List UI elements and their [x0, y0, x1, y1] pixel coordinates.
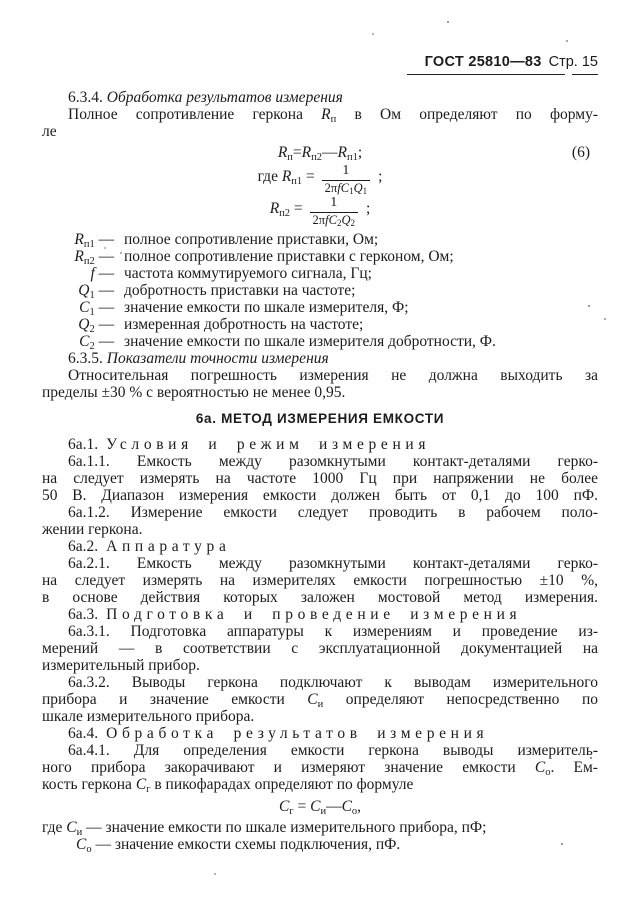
formula-rp1	[42, 164, 598, 195]
formula-rp2	[42, 196, 598, 227]
definition-term: $R_{п2}$ —	[74, 247, 118, 267]
para-6a-2-1-line3: в основе действия которых заложен мостовой метод измерения.	[42, 588, 598, 606]
definition-desc: значение емкости по шкале измерителя добротности, Ф.	[124, 332, 496, 350]
section-6a-title: 6а. МЕТОД ИЗМЕРЕНИЯ ЕМКОСТИ	[195, 410, 445, 426]
definition-desc: значение емкости по шкале измерителя, Ф;	[124, 298, 409, 316]
fraction	[310, 196, 358, 227]
standard-number: ГОСТ 25810—83	[424, 54, 542, 70]
para-6a-1-1-line2: на следует измерять на частоте 1000 Гц при напряжении не более	[42, 469, 598, 487]
para-6a-1-1-line1: 6а.1.1. Емкость между разомкнутыми контакт-деталями герко-	[68, 452, 598, 470]
definition-desc: полное сопротивление приставки с герконом, Ом;	[124, 247, 454, 265]
formula-6-body: $R_п=R_{п2}—R_{п1}$;	[277, 144, 363, 163]
para-6a-4-1-line2: ного прибора закорачивают и измеряют значение емкости $C_о$. Ем-	[42, 758, 598, 778]
page-header	[42, 54, 598, 75]
definition-term: $Q_2$ —	[78, 315, 118, 335]
definition-row	[42, 316, 598, 333]
header-rule	[407, 74, 598, 75]
heading-6a-3	[42, 606, 598, 623]
definition-list	[42, 231, 598, 350]
heading-6a-1	[42, 436, 598, 453]
formula-rp2-tail: ;	[365, 199, 371, 217]
formula-rp1-tail: ;	[378, 167, 383, 185]
para-6a-4-1-line3: кость геркона $C_г$ в пикофарадах определяют по формуле	[42, 775, 414, 795]
formula-rp1-lhs: где $R_{п1}$ =	[257, 167, 319, 187]
formula-rp2-lhs: $R_{п2}$ =	[269, 199, 307, 219]
header-rule-short	[572, 74, 598, 75]
definition-row	[42, 231, 598, 248]
para-6a-1-2-line2: жении геркона.	[42, 520, 143, 538]
scan-noise	[0, 0, 2, 2]
formula-capacitance: $C_г$ = $C_и—C_о$,	[278, 797, 362, 817]
definition-term: f —	[90, 264, 118, 282]
header-rule-long	[407, 74, 565, 75]
heading-text: Условия и режим измерения	[106, 435, 431, 453]
heading-number: 6а.2.	[68, 537, 99, 555]
para-6a-3-2-line3: шкале измерительного прибора.	[42, 707, 255, 725]
fraction	[322, 164, 370, 195]
definition-desc: частота коммутируемого сигнала, Гц;	[124, 264, 372, 282]
para-6a-4-1-line1: 6а.4.1. Для определения емкости геркона выводы измеритель-	[68, 741, 598, 759]
where-c-line1: где $C_и$ — значение емкости по шкале измерительного прибора, пФ;	[42, 818, 487, 838]
heading-number: 6а.3.	[68, 605, 99, 623]
equation-number: (6)	[571, 144, 590, 161]
formula-6	[42, 144, 598, 161]
para-6a-2-1-line2: на следует измерять на измерителях емкости погрешностью ±10 %,	[42, 571, 598, 589]
heading-text: Подготовка и проведение измерения	[106, 605, 522, 623]
definition-row	[42, 333, 598, 350]
definition-term: $C_1$ —	[79, 298, 118, 318]
para-6-3-5-line1: Относительная погрешность измерения не должна выходить за	[68, 366, 598, 384]
para-6a-3-1-line1: 6а.3.1. Подготовка аппаратуры к измерениям и проведение из-	[68, 622, 598, 640]
heading-6-3-5: 6.3.5. Показатели точности измерения	[68, 349, 329, 367]
heading-text: Аппаратура	[106, 537, 231, 555]
heading-number: 6а.4.	[68, 724, 99, 742]
heading-number: 6а.1.	[68, 435, 99, 453]
fraction-denominator: $2\pi fC_1Q_1$	[324, 180, 368, 196]
definition-desc: измеренная добротность на частоте;	[124, 315, 364, 333]
para-6a-3-1-line3: измерительный прибор.	[42, 656, 200, 674]
para-6-3-5-line2: пределы ±30 % с вероятностью не менее 0,95.	[42, 383, 346, 401]
heading-text: Обработка результатов измерения	[106, 724, 489, 742]
para-6a-1-1-line3: 50 В. Диапазон измерения емкости должен быть от 0,1 до 100 пФ.	[42, 486, 598, 504]
fraction-numerator: 1	[322, 164, 370, 181]
fraction-denominator: $2\pi fC_2Q_2$	[312, 212, 355, 228]
definition-row	[42, 248, 598, 265]
heading-6a-4	[42, 725, 598, 742]
definition-row	[42, 265, 598, 282]
definition-row	[42, 282, 598, 299]
definition-term: $C_2$ —	[79, 332, 118, 352]
definition-desc: добротность приставки на частоте;	[124, 281, 356, 299]
para-6-3-4-line1: Полное сопротивление геркона $R_п$ в Ом определяют по форму-	[68, 106, 598, 125]
definition-term: $R_{п1}$ —	[74, 230, 118, 250]
para-6a-3-2-line2: прибора и значение емкости $C_и$ определяют непосредственно по	[42, 690, 598, 710]
heading-6a-2	[42, 538, 598, 555]
para-6a-1-2-line1: 6а.1.2. Измерение емкости следует проводить в рабочем поло-	[68, 503, 598, 521]
fraction-numerator: 1	[310, 196, 358, 213]
para-6a-3-2-line1: 6а.3.2. Выводы геркона подключают к выводам измерительного	[68, 673, 598, 691]
definition-term: $Q_1$ —	[78, 281, 118, 301]
para-6-3-4-line2: ле	[42, 123, 57, 140]
para-6a-2-1-line1: 6а.2.1. Емкость между разомкнутыми контакт-деталями герко-	[68, 554, 598, 572]
definition-desc: полное сопротивление приставки, Ом;	[124, 230, 379, 248]
para-6a-3-1-line2: мерений — в соответствии с эксплуатационной документацией на	[42, 639, 598, 657]
page-number: Стр. 15	[548, 54, 598, 70]
running-head	[425, 54, 598, 70]
heading-6-3-4: 6.3.4. Обработка результатов измерения	[68, 89, 343, 106]
where-c-line2: $C_о$ — значение емкости схемы подключения, пФ.	[76, 835, 401, 855]
definition-row	[42, 299, 598, 316]
